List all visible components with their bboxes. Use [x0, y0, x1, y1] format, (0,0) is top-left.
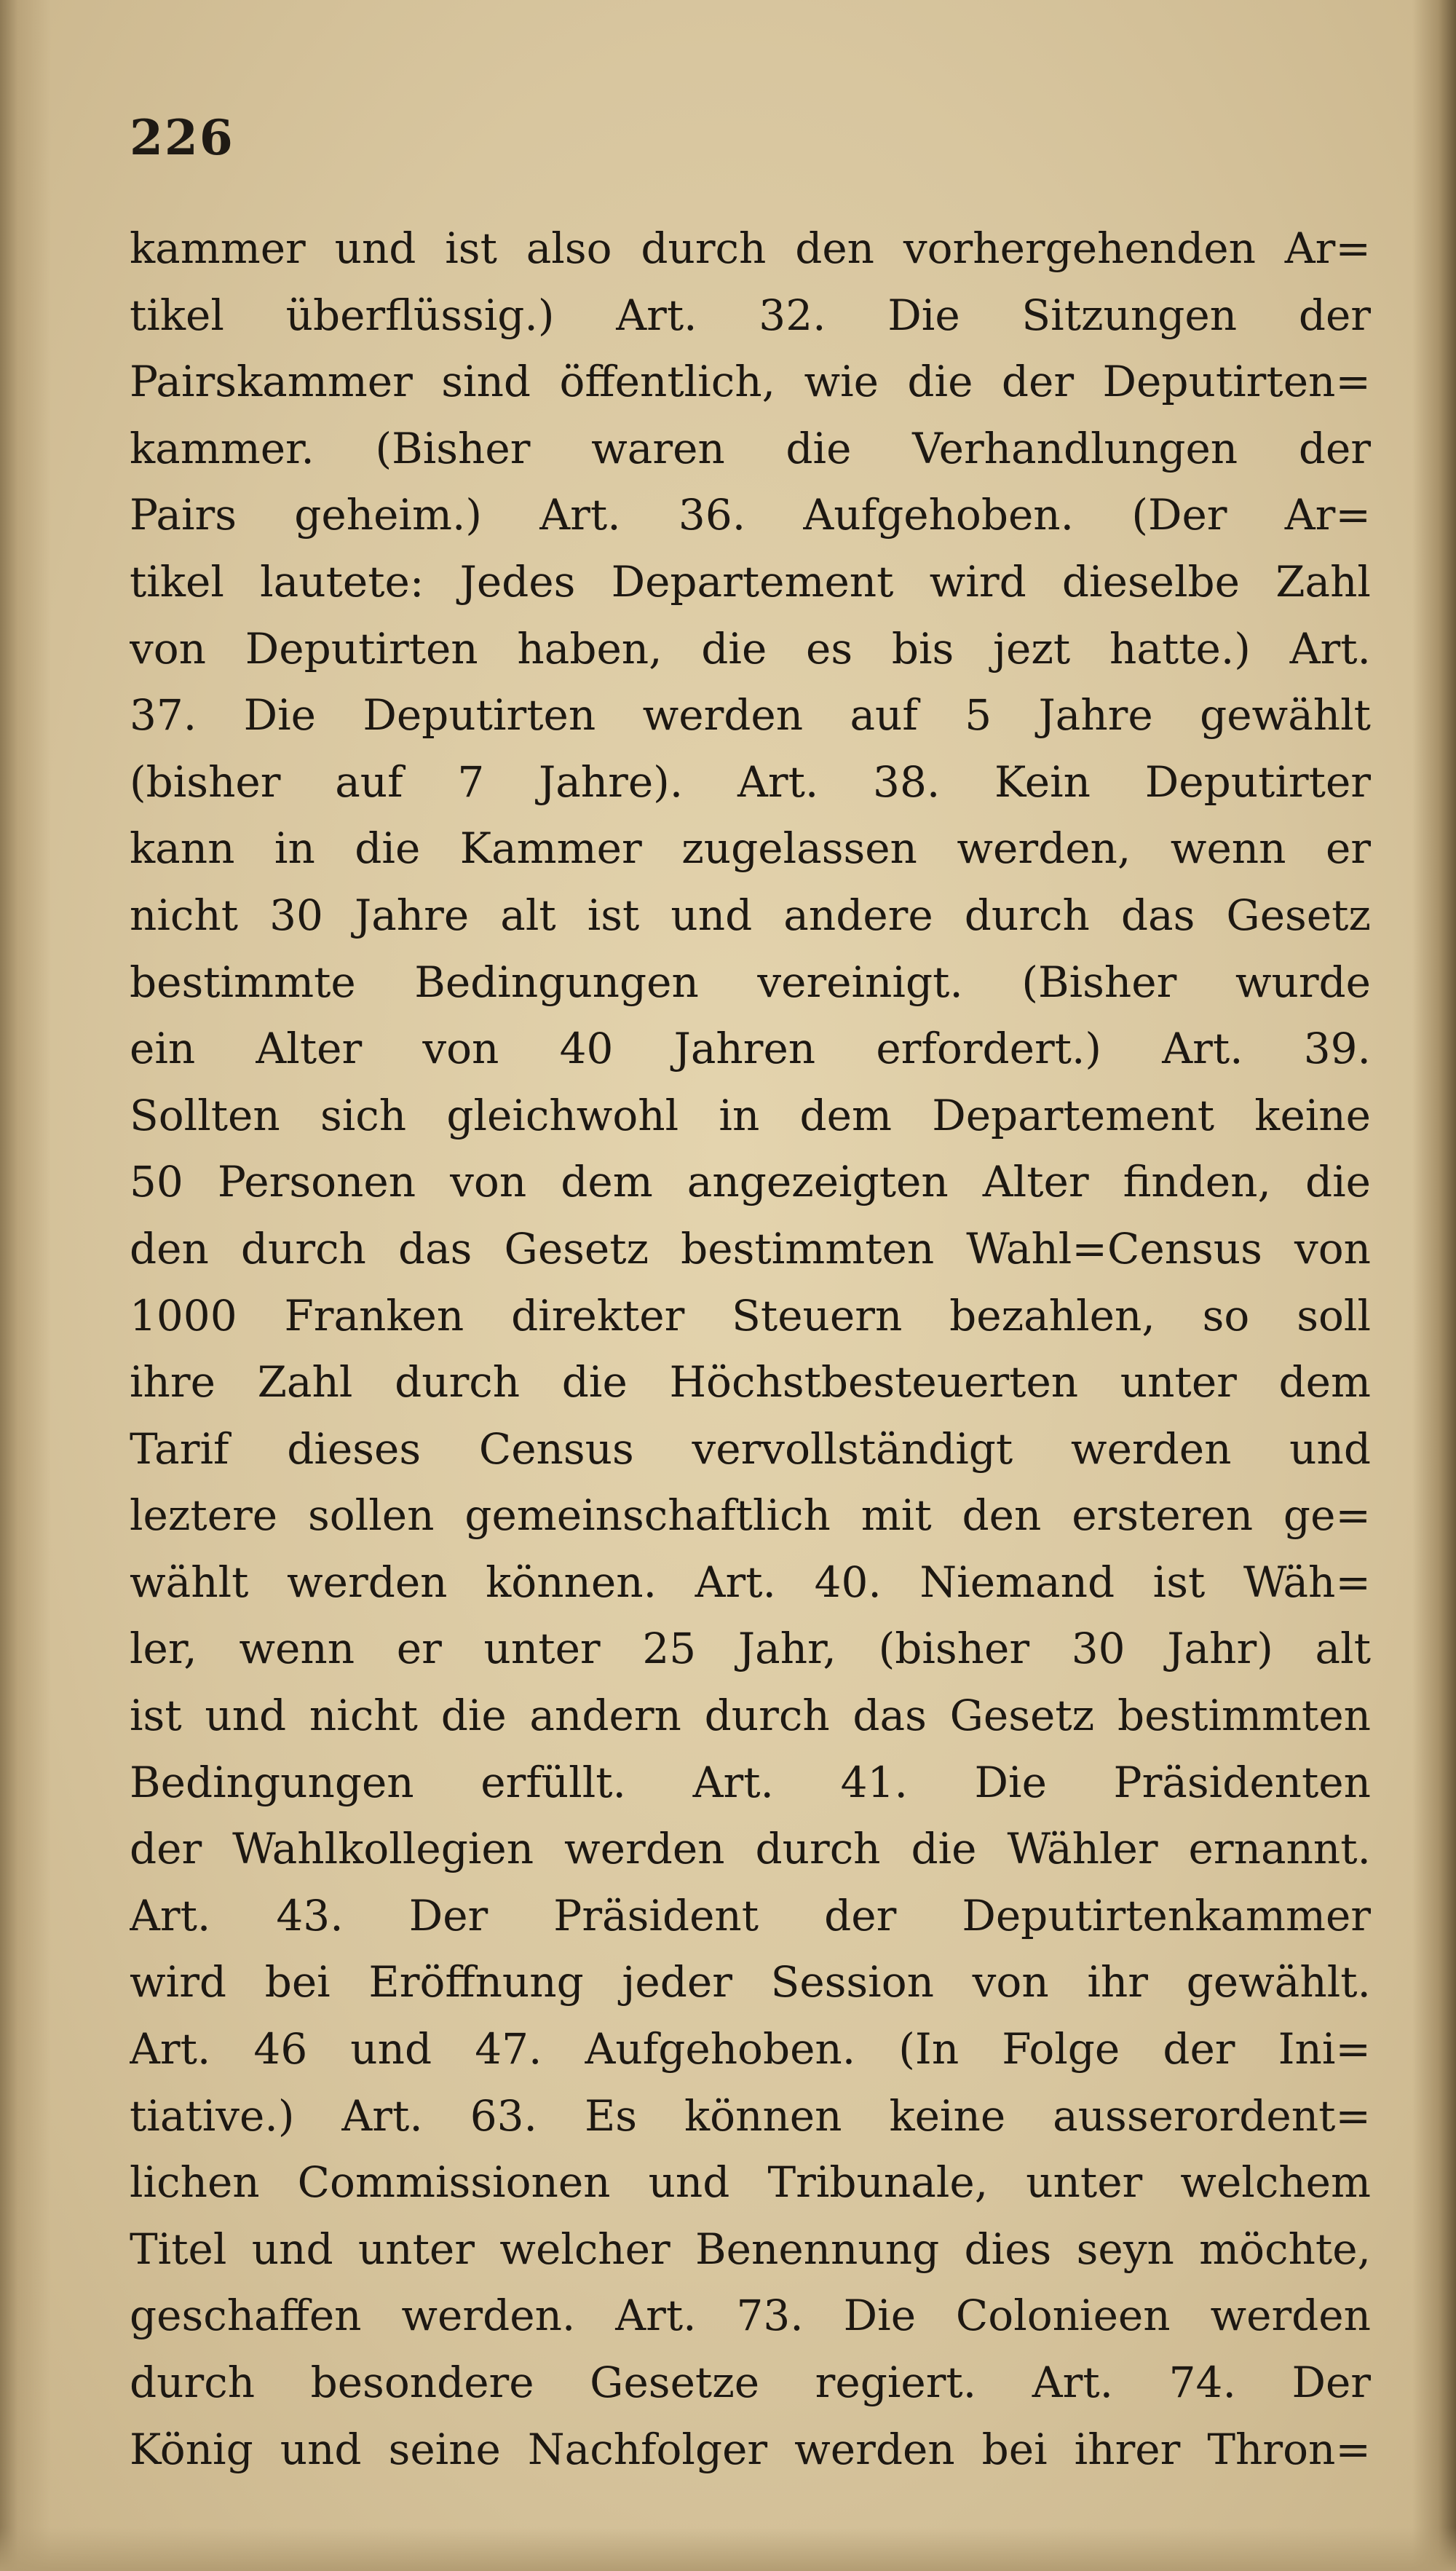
- text-line: (bisher auf 7 Jahre). Art. 38. Kein Deputirter: [130, 757, 1371, 807]
- text-line: von Deputirten haben, die es bis jezt hatte.) Art.: [130, 623, 1371, 674]
- text-line: 37. Die Deputirten werden auf 5 Jahre gewählt: [130, 690, 1371, 741]
- page-edge-left: [0, 0, 51, 2571]
- text-line: geschaffen werden. Art. 73. Die Colonieen werden: [130, 2291, 1371, 2341]
- text-line: ler, wenn er unter 25 Jahr, (bisher 30 Jahr) alt: [130, 1624, 1371, 1674]
- text-line: wird bei Eröffnung jeder Session von ihr gewählt.: [130, 1957, 1371, 2007]
- text-line: 1000 Franken direkter Steuern bezahlen, so soll: [130, 1290, 1371, 1340]
- text-line: durch besondere Gesetze regiert. Art. 74. Der: [130, 2358, 1371, 2407]
- text-line: Pairs geheim.) Art. 36. Aufgehoben. (Der Ar=: [130, 490, 1371, 540]
- text-line: ihre Zahl durch die Höchstbesteuerten unter dem: [130, 1357, 1371, 1407]
- text-line: nicht 30 Jahre alt ist und andere durch das Gesetz: [130, 890, 1371, 940]
- text-line: tiative.) Art. 63. Es können keine ausserordent=: [130, 2090, 1371, 2141]
- page-edge-bottom: [0, 2527, 1456, 2571]
- body-text: [130, 216, 1371, 2483]
- text-line: den durch das Gesetz bestimmten Wahl=Census von: [130, 1223, 1371, 1273]
- text-line: tikel lautete: Jedes Departement wird dieselbe Zahl: [130, 556, 1371, 607]
- text-line: Titel und unter welcher Benennung dies seyn möchte,: [130, 2224, 1371, 2274]
- text-line: Art. 43. Der Präsident der Deputirtenkammer: [130, 1890, 1371, 1940]
- text-line: ein Alter von 40 Jahren erfordert.) Art. 39.: [130, 1024, 1371, 1074]
- text-line: kann in die Kammer zugelassen werden, wenn er: [130, 824, 1371, 874]
- text-line: Art. 46 und 47. Aufgehoben. (In Folge der Ini=: [130, 2024, 1371, 2074]
- text-line: kammer. (Bisher waren die Verhandlungen der: [130, 423, 1371, 473]
- page-number: 226: [130, 109, 234, 166]
- text-line: kammer und ist also durch den vorhergehenden Ar=: [130, 224, 1371, 273]
- page-edge-right: [1412, 0, 1456, 2571]
- text-line: tikel überflüssig.) Art. 32. Die Sitzungen der: [130, 290, 1371, 340]
- text-line: lichen Commissionen und Tribunale, unter welchem: [130, 2157, 1371, 2208]
- text-line: König und seine Nachfolger werden bei ihrer Thron=: [130, 2424, 1371, 2474]
- text-line: ist und nicht die andern durch das Gesetz bestimmten: [130, 1691, 1371, 1741]
- text-line: bestimmte Bedingungen vereinigt. (Bisher wurde: [130, 957, 1371, 1007]
- text-line: Tarif dieses Census vervollständigt werden und: [130, 1423, 1371, 1474]
- text-line: wählt werden können. Art. 40. Niemand ist Wäh=: [130, 1557, 1371, 1607]
- text-line: Pairskammer sind öffentlich, wie die der Deputirten=: [130, 357, 1371, 407]
- text-line: leztere sollen gemeinschaftlich mit den ersteren ge=: [130, 1490, 1371, 1541]
- text-line: Bedingungen erfüllt. Art. 41. Die Präsidenten: [130, 1757, 1371, 1807]
- text-line: Sollten sich gleichwohl in dem Departement keine: [130, 1090, 1371, 1140]
- text-line: der Wahlkollegien werden durch die Wähler ernannt.: [130, 1824, 1371, 1874]
- text-line: 50 Personen von dem angezeigten Alter finden, die: [130, 1157, 1371, 1207]
